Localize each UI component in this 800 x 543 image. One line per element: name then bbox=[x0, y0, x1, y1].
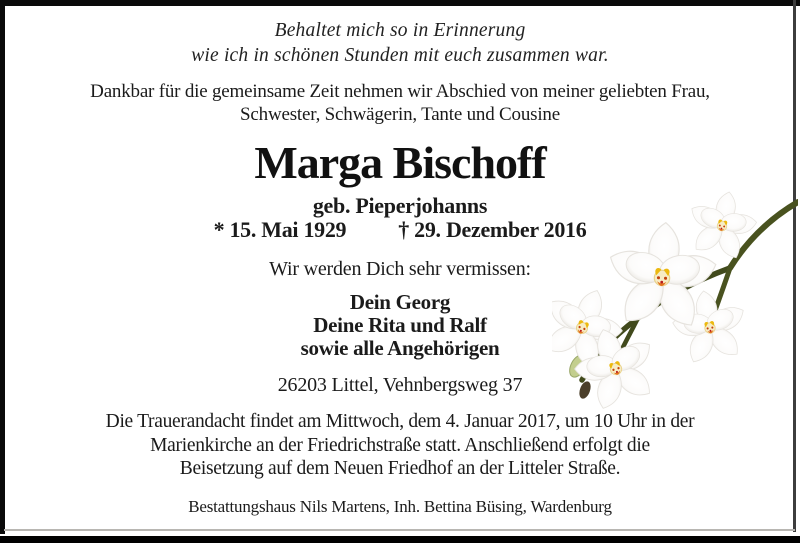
life-dates bbox=[0, 217, 800, 243]
frame-top-border bbox=[0, 0, 800, 6]
frame-bottom-hairline bbox=[4, 529, 795, 531]
intro-line-1: Dankbar für die gemeinsame Zeit nehmen wir Abschied von meiner geliebten Frau, bbox=[90, 81, 710, 102]
epitaph bbox=[0, 18, 800, 68]
mourners-list bbox=[0, 291, 800, 360]
birth-date: * 15. Mai 1929 bbox=[213, 217, 347, 242]
mourner-line-3: sowie alle Angehörigen bbox=[300, 336, 500, 360]
death-date: † 29. Dezember 2016 bbox=[398, 217, 587, 242]
service-line-2: Marienkirche an der Friedrichstraße statt. Anschließend erfolgt die bbox=[150, 434, 650, 456]
farewell-line: Wir werden Dich sehr vermissen: bbox=[269, 258, 531, 280]
mourner-line-2: Deine Rita und Ralf bbox=[313, 313, 487, 337]
service-line-3: Beisetzung auf dem Neuen Friedhof an der Litteler Straße. bbox=[179, 458, 621, 479]
maiden-name: geb. Pieperjohanns bbox=[312, 193, 488, 218]
service-info bbox=[0, 410, 800, 481]
mourner-line-1: Dein Georg bbox=[349, 290, 451, 314]
intro-text bbox=[0, 80, 800, 126]
epitaph-line-2: wie ich in schönen Stunden mit euch zusammen war. bbox=[191, 45, 609, 66]
service-line-1: Die Trauerandacht findet am Mittwoch, dem 4. Januar 2017, um 10 Uhr in der bbox=[105, 411, 695, 432]
intro-line-2: Schwester, Schwägerin, Tante und Cousine bbox=[240, 104, 560, 125]
funeral-home-line: Bestattungshaus Nils Martens, Inh. Bettina Büsing, Wardenburg bbox=[188, 497, 612, 516]
deceased-name: Marga Bischoff bbox=[254, 137, 546, 188]
epitaph-line-1: Behaltet mich so in Erinnerung bbox=[274, 20, 526, 41]
page-bottom-bar bbox=[0, 536, 800, 543]
address-line: 26203 Littel, Vehnbergsweg 37 bbox=[277, 374, 523, 396]
